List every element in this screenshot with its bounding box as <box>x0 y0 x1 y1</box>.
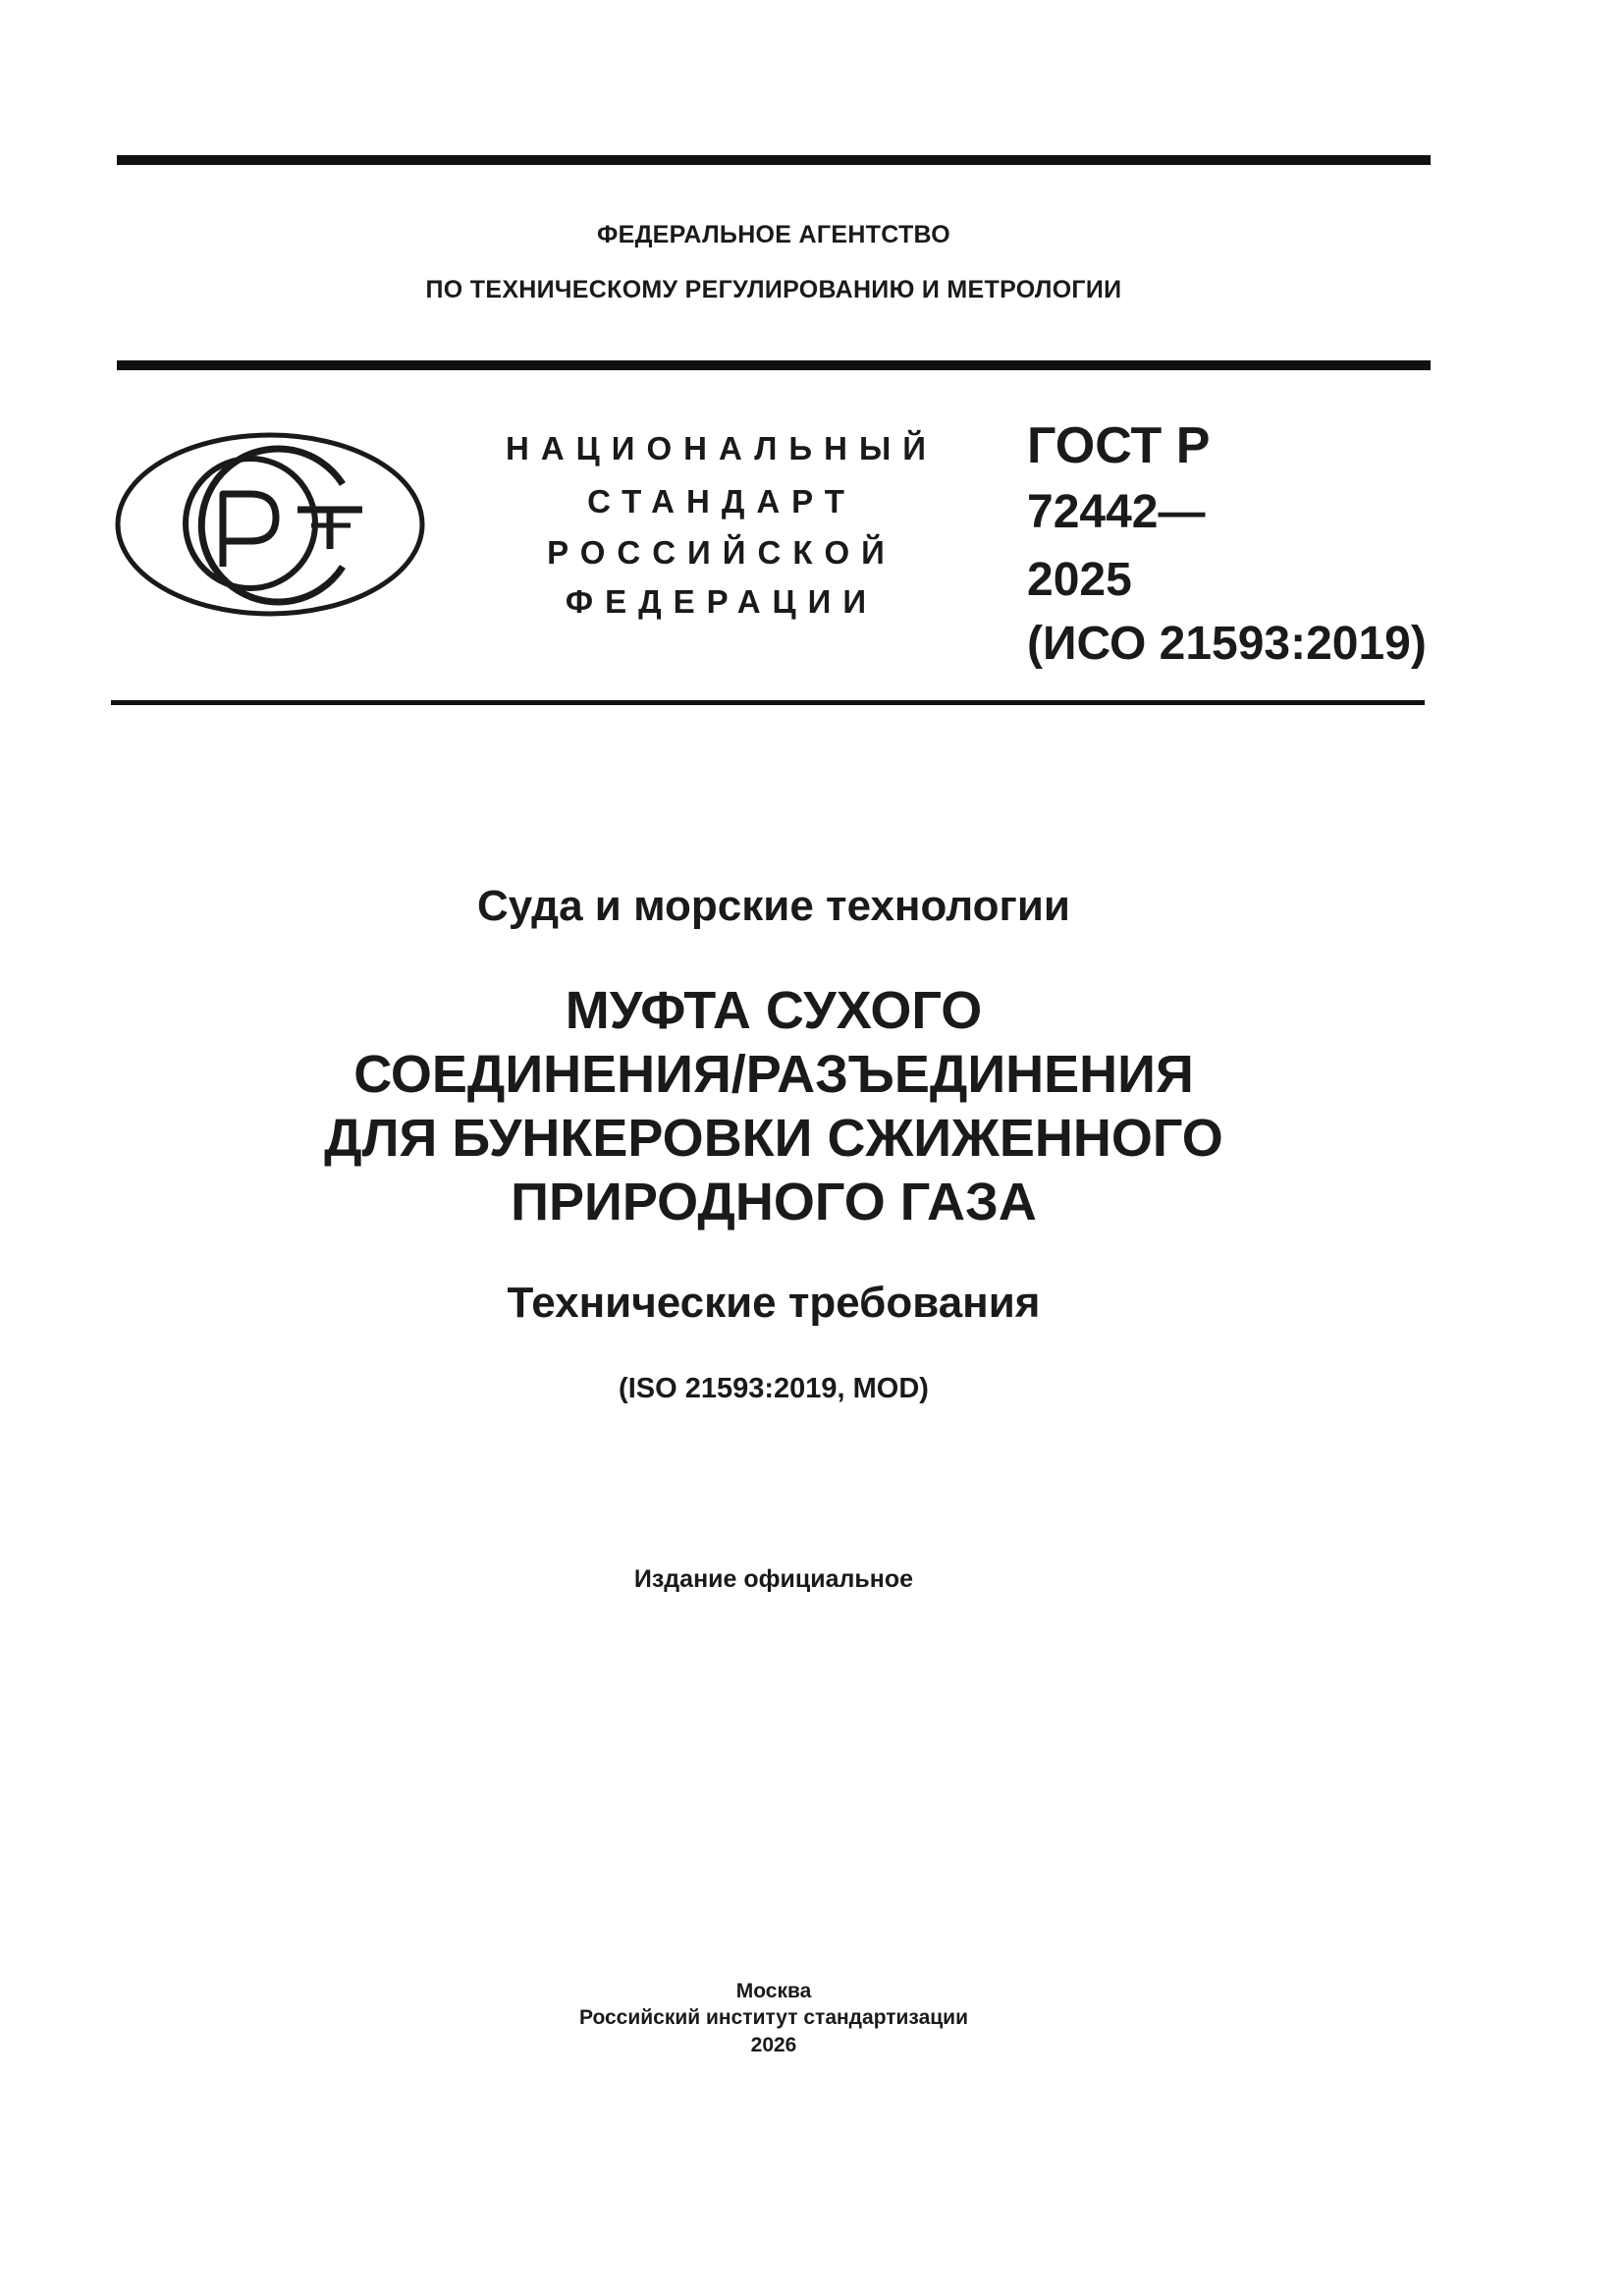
standard-type-line-3: РОССИЙСКОЙ <box>547 534 896 571</box>
agency-name-line-2: ПО ТЕХНИЧЕСКОМУ РЕГУЛИРОВАНИЮ И МЕТРОЛОГИИ <box>425 276 1122 303</box>
designation-line-2: 72442— <box>1027 486 1206 538</box>
standard-type-line-1: НАЦИОНАЛЬНЫЙ <box>506 430 938 466</box>
middle-rule <box>117 360 1431 370</box>
standard-type-line-2: СТАНДАРТ <box>587 483 856 519</box>
document-category: Суда и морские технологии <box>477 882 1070 930</box>
imprint-year: 2026 <box>750 2034 797 2056</box>
edition-note: Издание официальное <box>633 1565 914 1593</box>
designation-line-4: (ИСО 21593:2019) <box>1027 618 1427 670</box>
document-title-line: ПРИРОДНОГО ГАЗА <box>511 1173 1037 1231</box>
document-title-line: СОЕДИНЕНИЯ/РАЗЪЕДИНЕНИЯ <box>353 1045 1194 1104</box>
designation-line-1: ГОСТ Р <box>1027 417 1211 474</box>
imprint-publisher: Российский институт стандартизации <box>578 2006 969 2029</box>
top-rule <box>117 155 1431 165</box>
document-title-line: ДЛЯ БУНКЕРОВКИ СЖИЖЕННОГО <box>324 1109 1223 1168</box>
document-title-line: МУФТА СУХОГО <box>565 981 983 1040</box>
agency-name-line-1: ФЕДЕРАЛЬНОЕ АГЕНТСТВО <box>596 221 951 248</box>
lower-rule <box>111 700 1425 705</box>
imprint-city: Москва <box>735 1980 812 2002</box>
standard-type-line-4: ФЕДЕРАЦИИ <box>565 583 879 620</box>
document-subtitle: Технические требования <box>507 1279 1041 1327</box>
designation-line-3: 2025 <box>1027 554 1132 606</box>
iso-reference: (ISO 21593:2019, MOD) <box>619 1373 929 1404</box>
rst-certification-logo-icon <box>115 429 429 626</box>
